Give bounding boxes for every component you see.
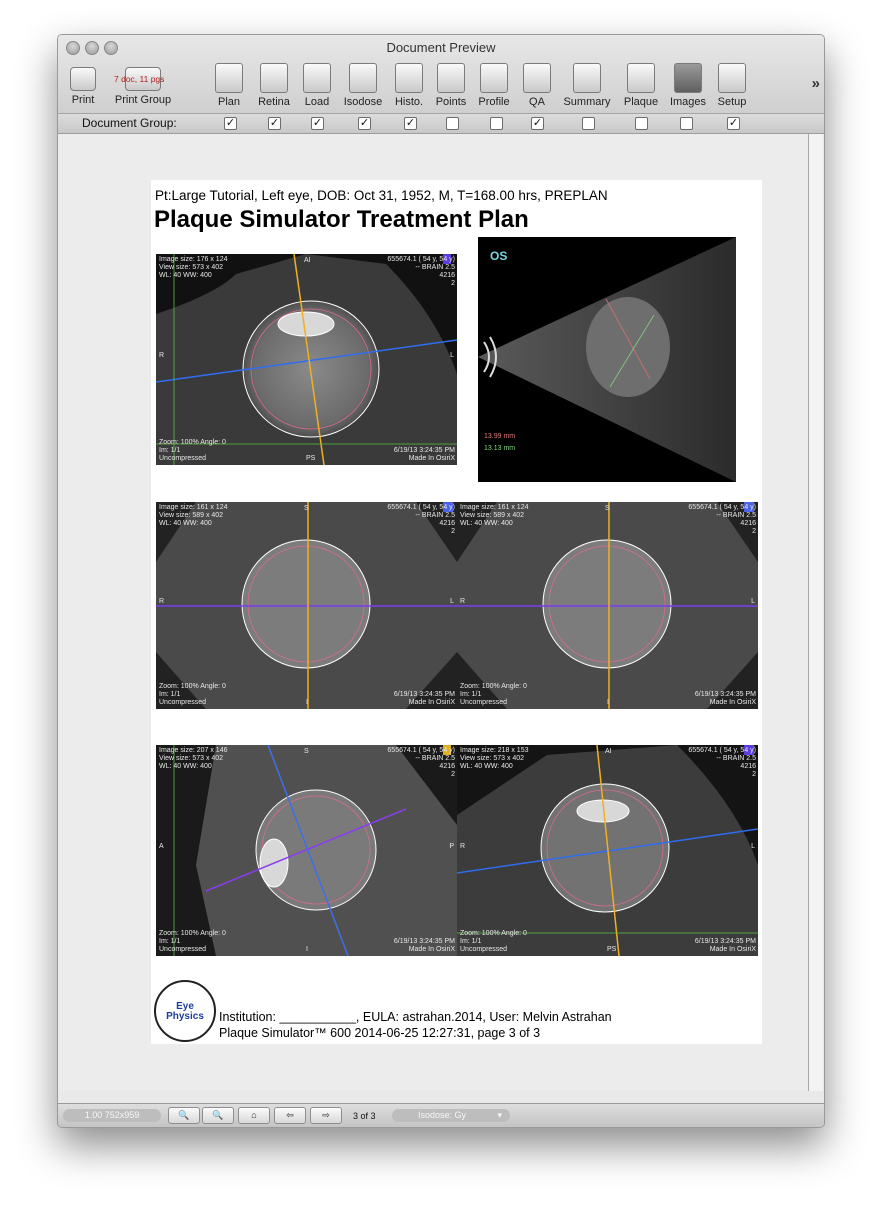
plaque-icon: [627, 63, 655, 93]
plan-title: Plaque Simulator Treatment Plan: [154, 206, 529, 233]
previous-page-icon: ⇦: [286, 1110, 294, 1120]
document-group-label: Document Group:: [82, 116, 177, 130]
us-eye-label: OS: [490, 249, 508, 263]
images-icon: [674, 63, 702, 93]
zoom-in-button[interactable]: [202, 1107, 234, 1124]
toolbar-profile[interactable]: Profile: [475, 63, 513, 111]
toolbar-retina[interactable]: Retina: [255, 63, 293, 111]
isodose-select[interactable]: [392, 1109, 510, 1122]
group-check-histo[interactable]: ✓: [405, 117, 416, 129]
ct-image-4: [156, 745, 457, 956]
toolbar-histo[interactable]: Histo.: [391, 63, 427, 111]
ct2-orient-left: R: [159, 598, 165, 605]
ct4-info-bl: Zoom: 100% Angle: 0 Im: 1/1 Uncompressed: [159, 930, 226, 953]
group-check-profile[interactable]: [490, 117, 503, 130]
ct2-info-br: 6/19/13 3:24:35 PM Made In OsiriX: [393, 691, 455, 706]
ct5-info-tr: 655674.1 ( 54 y, 54 y) -- BRAIN 2.5 4216 2: [688, 747, 756, 778]
ct4-orient-top: S: [304, 748, 309, 755]
ct3-info-tl: Image size: 161 x 124 View size: 589 x 402 WL: 40 WW: 400: [460, 504, 529, 527]
home-button[interactable]: [238, 1107, 270, 1124]
group-check-summary[interactable]: [582, 117, 595, 130]
ct5-orient-left: R: [460, 843, 466, 850]
ct4-orient-right: P: [449, 843, 454, 850]
setup-icon: [718, 63, 746, 93]
zoom-out-icon: 🔍: [178, 1110, 190, 1120]
retina-icon: [260, 63, 288, 93]
ct2-orient-bottom: I: [306, 699, 308, 706]
next-page-icon: ⇨: [322, 1110, 330, 1120]
ct4-info-tl: Image size: 207 x 146 View size: 573 x 402 WL: 40 WW: 400: [159, 747, 228, 770]
ct5-orient-top: AI: [605, 748, 612, 755]
ct2-orient-right: L: [450, 598, 454, 605]
ct1-orient-top: AI: [304, 257, 311, 264]
us-measure-1: 13.99 mm: [484, 433, 516, 440]
isodose-icon: [349, 63, 377, 93]
document-page: [151, 180, 762, 1044]
home-icon: ⌂: [251, 1110, 257, 1120]
print-group-icon: [114, 67, 165, 91]
ct-image-1: [156, 254, 457, 465]
patient-line: Pt:Large Tutorial, Left eye, DOB: Oct 31, 1952, M, T=168.00 hrs, PREPLAN: [155, 188, 608, 203]
plan-icon: [215, 63, 243, 93]
ultrasound-image: [478, 237, 736, 482]
toolbar-points[interactable]: Points: [433, 63, 469, 111]
ct1-orient-bottom: PS: [306, 455, 316, 462]
ct1-orient-right: L: [450, 352, 454, 359]
group-check-images[interactable]: [680, 117, 693, 130]
ct3-orient-left: R: [460, 598, 466, 605]
ct4-orient-bottom: I: [306, 946, 308, 953]
ultrasound-graphic: [478, 237, 736, 482]
footer-institution: Institution: ___________, EULA: astrahan.2014, User: Melvin Astrahan: [219, 1010, 612, 1024]
preview-area[interactable]: [58, 134, 809, 1091]
logo-text: Eye Physics: [166, 1001, 204, 1022]
vertical-scrollbar[interactable]: [809, 134, 823, 1091]
previous-page-button[interactable]: [274, 1107, 306, 1124]
document-group-bar: [58, 114, 824, 134]
group-check-load[interactable]: ✓: [312, 117, 323, 129]
ct1-orient-left: R: [159, 352, 165, 359]
isodose-select-value: Isodose: Gy: [418, 1110, 467, 1120]
printer-icon: [70, 67, 96, 91]
ct1-info-tl: Image size: 176 x 124 View size: 573 x 402 WL: 40 WW: 400: [159, 256, 228, 279]
ct5-orient-right: L: [751, 843, 755, 850]
ct2-orient-top: S: [304, 505, 309, 512]
eye-physics-logo: [154, 980, 216, 1042]
page-indicator: 3 of 3: [353, 1111, 376, 1121]
ct-image-3: [457, 502, 758, 709]
ct1-info-br: 6/19/13 3:24:35 PM Made In OsiriX: [393, 447, 455, 462]
ct4-info-tr: 655674.1 ( 54 y, 54 y) -- BRAIN 2.5 4216 2: [387, 747, 455, 778]
ct5-orient-bottom: PS: [607, 946, 617, 953]
group-check-setup[interactable]: ✓: [728, 117, 739, 129]
ct1-info-tr: 655674.1 ( 54 y, 54 y) -- BRAIN 2.5 4216 2: [387, 256, 455, 287]
points-icon: [437, 63, 465, 93]
ct2-info-tl: Image size: 161 x 124 View size: 589 x 402 WL: 40 WW: 400: [159, 504, 228, 527]
ct3-orient-right: L: [751, 598, 755, 605]
title-bar: [58, 35, 824, 114]
status-bar: [58, 1103, 824, 1128]
toolbar-print[interactable]: Print: [66, 63, 100, 111]
toolbar-setup[interactable]: Setup: [714, 63, 750, 111]
ct4-orient-left: A: [159, 843, 164, 850]
toolbar-overflow-button[interactable]: »: [811, 75, 820, 92]
ct2-info-tr: 655674.1 ( 54 y, 54 y) -- BRAIN 2.5 4216 2: [387, 504, 455, 535]
group-check-plan[interactable]: ✓: [225, 117, 236, 129]
toolbar-plaque[interactable]: Plaque: [621, 63, 661, 111]
group-check-plaque[interactable]: [635, 117, 648, 130]
footer-version: Plaque Simulator™ 600 2014-06-25 12:27:31, page 3 of 3: [219, 1026, 541, 1040]
ct4-info-br: 6/19/13 3:24:35 PM Made In OsiriX: [393, 938, 455, 953]
toolbar-images[interactable]: Images: [667, 63, 709, 111]
profile-icon: [480, 63, 508, 93]
toolbar-isodose[interactable]: Isodose: [340, 63, 386, 111]
group-check-isodose[interactable]: ✓: [359, 117, 370, 129]
document-preview-window: [57, 34, 825, 1128]
ct3-info-tr: 655674.1 ( 54 y, 54 y) -- BRAIN 2.5 4216 2: [688, 504, 756, 535]
ct2-info-bl: Zoom: 100% Angle: 0 Im: 1/1 Uncompressed: [159, 683, 226, 706]
chevron-down-icon: ▾: [497, 1110, 502, 1120]
toolbar-qa[interactable]: QA: [522, 63, 552, 111]
next-page-button[interactable]: [310, 1107, 342, 1124]
ct3-orient-top: S: [605, 505, 610, 512]
group-check-retina[interactable]: ✓: [269, 117, 280, 129]
ct3-orient-bottom: I: [607, 699, 609, 706]
ct3-info-br: 6/19/13 3:24:35 PM Made In OsiriX: [694, 691, 756, 706]
ct3-info-bl: Zoom: 100% Angle: 0 Im: 1/1 Uncompressed: [460, 683, 527, 706]
qa-icon: [523, 63, 551, 93]
group-check-qa[interactable]: ✓: [532, 117, 543, 129]
zoom-out-button[interactable]: [168, 1107, 200, 1124]
group-check-points[interactable]: [446, 117, 459, 130]
load-icon: [303, 63, 331, 93]
summary-icon: [573, 63, 601, 93]
ct5-info-tl: Image size: 218 x 153 View size: 573 x 402 WL: 40 WW: 400: [460, 747, 529, 770]
ct-image-5: [457, 745, 758, 956]
zoom-indicator: 1.00 752x959: [63, 1109, 161, 1122]
ct1-info-bl: Zoom: 100% Angle: 0 Im: 1/1 Uncompressed: [159, 439, 226, 462]
toolbar-print-group[interactable]: 7 doc, 11 pgs Print Group: [110, 63, 176, 111]
window-title: Document Preview: [386, 40, 496, 55]
ct-image-2: [156, 502, 457, 709]
toolbar-load[interactable]: Load: [300, 63, 334, 111]
toolbar-summary[interactable]: Summary: [560, 63, 614, 111]
us-measure-2: 13.13 mm: [484, 445, 516, 452]
zoom-in-icon: 🔍: [212, 1110, 224, 1120]
histogram-icon: [395, 63, 423, 93]
ct5-info-br: 6/19/13 3:24:35 PM Made In OsiriX: [694, 938, 756, 953]
print-group-badge: 7 doc, 11 pgs: [114, 74, 165, 84]
ct5-info-bl: Zoom: 100% Angle: 0 Im: 1/1 Uncompressed: [460, 930, 527, 953]
toolbar-plan[interactable]: Plan: [214, 63, 244, 111]
